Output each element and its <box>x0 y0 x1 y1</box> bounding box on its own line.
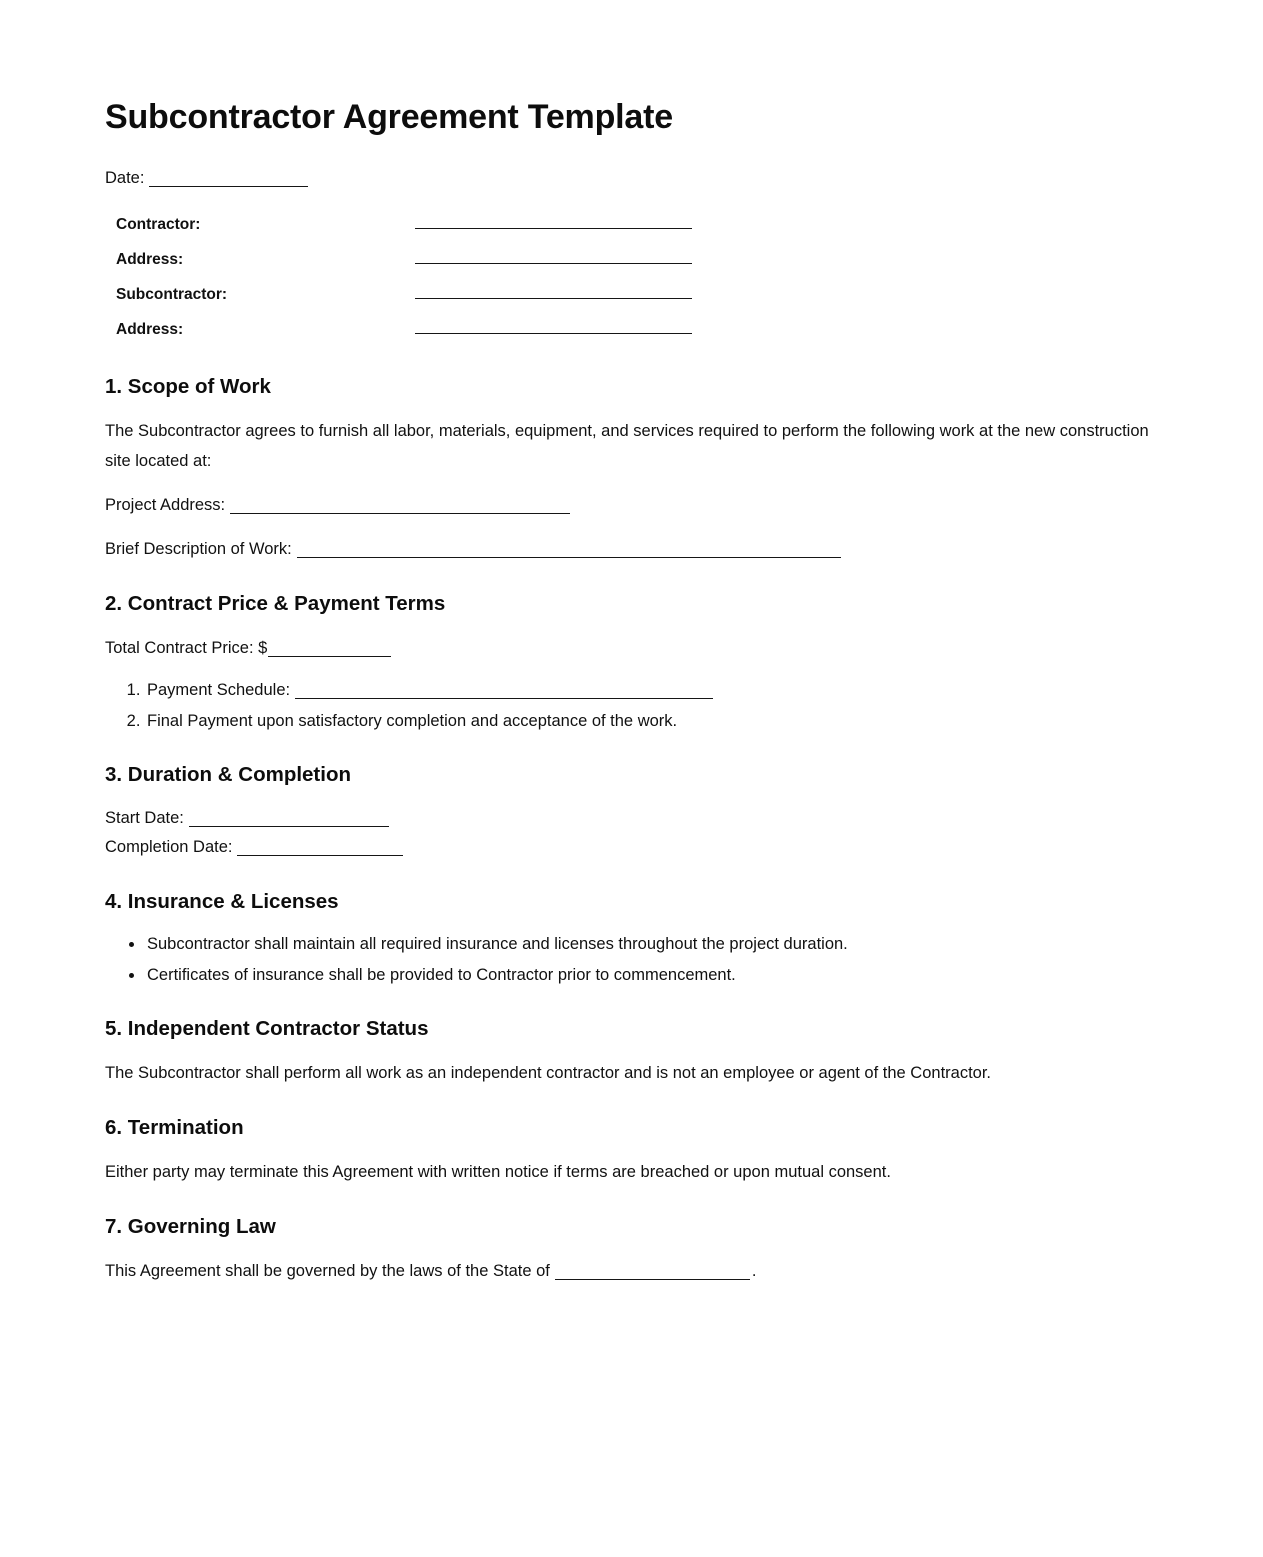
list-item-payment-schedule <box>145 677 1163 704</box>
total-price-label: Total Contract Price: $ <box>105 639 268 657</box>
completion-date-label: Completion Date: <box>105 838 233 856</box>
section-heading-scope-of-work: 1. Scope of Work <box>105 375 271 398</box>
termination-paragraph: Either party may terminate this Agreement with written notice if terms are breached or upon mutual consent. <box>105 1163 891 1181</box>
section-heading-governing-law: 7. Governing Law <box>105 1215 276 1238</box>
contractor-label: Contractor: <box>116 216 201 233</box>
payment-terms-list <box>105 677 1163 735</box>
list-item-final-payment <box>145 708 1163 735</box>
start-date-blank-line <box>189 826 389 827</box>
section-heading-contract-price: 2. Contract Price & Payment Terms <box>105 592 446 615</box>
date-blank-line <box>149 186 308 187</box>
subcontractor-address-label: Address: <box>116 321 184 338</box>
list-item-insurance-maintain: • Subcontractor shall maintain all required insurance and licenses throughout the project duration. <box>145 931 1163 958</box>
section-heading-duration: 3. Duration & Completion <box>105 763 351 786</box>
state-blank-line <box>555 1279 750 1280</box>
date-label: Date: <box>105 169 145 187</box>
payment-schedule-label: Payment Schedule: <box>147 681 291 699</box>
subcontractor-address-blank-line <box>415 333 692 334</box>
governing-law-text: This Agreement shall be governed by the laws of the State of <box>105 1262 550 1280</box>
start-date-label: Start Date: <box>105 809 184 827</box>
date-field <box>105 163 1163 193</box>
project-address-blank-line <box>230 513 570 514</box>
subcontractor-blank-line <box>415 298 692 299</box>
table-row <box>105 277 1163 312</box>
section-heading-independent-status: 5. Independent Contractor Status <box>105 1017 429 1040</box>
project-address-field <box>105 490 1163 520</box>
scope-intro-paragraph: The Subcontractor agrees to furnish all labor, materials, equipment, and services required to perform the following work at the new construction site located at: <box>105 422 1149 470</box>
completion-date-blank-line <box>237 855 403 856</box>
parties-table <box>105 207 1163 347</box>
contractor-address-label: Address: <box>116 251 184 268</box>
independent-status-paragraph: The Subcontractor shall perform all work as an independent contractor and is not an employee or agent of the Contractor. <box>105 1064 992 1082</box>
section-heading-insurance: 4. Insurance & Licenses <box>105 890 339 913</box>
table-row <box>105 242 1163 277</box>
insurance-bullet-list <box>105 931 1163 989</box>
contractor-address-blank-line <box>415 263 692 264</box>
list-item-insurance-certificates: • Certificates of insurance shall be provided to Contractor prior to commencement. <box>145 962 1163 989</box>
governing-law-paragraph <box>105 1256 1163 1286</box>
document-title: Subcontractor Agreement Template <box>105 98 673 136</box>
work-description-label: Brief Description of Work: <box>105 540 292 558</box>
contractor-blank-line <box>415 228 692 229</box>
subcontractor-label: Subcontractor: <box>116 286 228 303</box>
table-row <box>105 207 1163 242</box>
payment-schedule-blank-line <box>295 698 713 699</box>
final-payment-text: Final Payment upon satisfactory completion and acceptance of the work. <box>147 712 678 730</box>
work-description-field <box>105 534 1163 564</box>
section-heading-termination: 6. Termination <box>105 1116 244 1139</box>
duration-fields <box>105 804 1163 862</box>
total-price-blank-line <box>268 656 391 657</box>
project-address-label: Project Address: <box>105 496 226 514</box>
table-row <box>105 312 1163 347</box>
total-price-field <box>105 633 1163 663</box>
work-description-blank-line <box>297 557 841 558</box>
governing-law-period: . <box>751 1262 757 1280</box>
